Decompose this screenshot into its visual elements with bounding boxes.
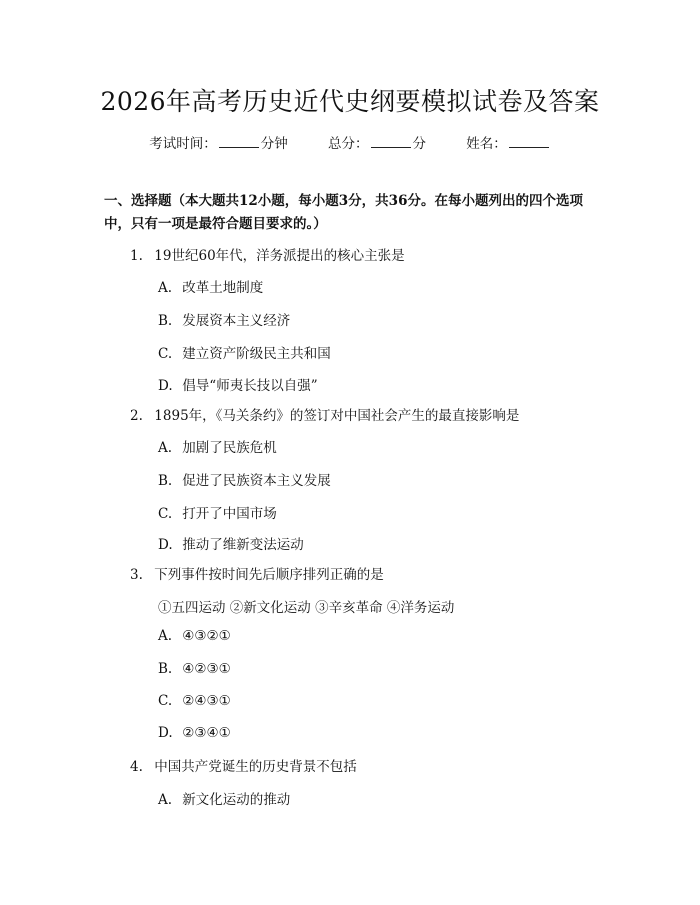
option-letter: C.: [158, 346, 173, 362]
option-letter: A.: [158, 628, 173, 644]
question-number: 3.: [130, 567, 143, 583]
option-letter: D.: [158, 537, 173, 553]
name-label: 姓名：: [466, 136, 507, 152]
question-number: 1.: [130, 248, 143, 264]
section-heading: 一、选择题（本大题共12小题，每小题3分，共36分。在每小题列出的四个选项中，只有一项是最符合题目要求的。）: [104, 193, 583, 232]
exam-title: 2026年高考历史近代史纲要模拟试卷及答案: [100, 87, 600, 116]
option-letter: D.: [158, 378, 173, 394]
option-1c: [158, 342, 331, 362]
option-text: 加剧了民族危机: [182, 440, 277, 456]
exam-meta: [0, 132, 700, 152]
option-3a: [158, 628, 231, 644]
option-text: 发展资本主义经济: [182, 313, 291, 329]
question-text: 下列事件按时间先后顺序排列正确的是: [154, 567, 384, 583]
option-letter: B.: [158, 313, 173, 329]
time-label: 考试时间：: [149, 136, 217, 152]
option-1b: [158, 309, 290, 329]
question-text: 1895年，《马关条约》的签订对中国社会产生的最直接影响是: [154, 408, 520, 424]
question-3: [130, 563, 384, 583]
question-text: 19世纪60年代，洋务派提出的核心主张是: [154, 248, 405, 264]
score-field: [328, 132, 426, 152]
question-number: 2.: [130, 408, 143, 424]
score-unit: 分: [412, 136, 426, 152]
question-4: [130, 755, 357, 775]
option-2c: [158, 502, 277, 522]
option-3b: [158, 661, 231, 677]
option-2b: [158, 469, 331, 489]
option-3c: [158, 693, 231, 709]
question-number: 4.: [130, 759, 143, 775]
question-text: 中国共产党诞生的历史背景不包括: [154, 759, 357, 775]
option-text: 促进了民族资本主义发展: [182, 473, 331, 489]
option-text: 改革土地制度: [182, 280, 264, 296]
option-letter: B.: [158, 661, 173, 677]
option-letter: A.: [158, 280, 173, 296]
question-2: [130, 404, 519, 424]
option-text: ②④③①: [182, 693, 231, 709]
option-letter: A.: [158, 440, 173, 456]
option-text: 推动了维新变法运动: [182, 537, 304, 553]
option-letter: C.: [158, 506, 173, 522]
time-blank: [219, 135, 259, 148]
option-text: ④②③①: [182, 661, 231, 677]
option-letter: D.: [158, 725, 173, 741]
option-3d: [158, 725, 231, 741]
option-text: 打开了中国市场: [182, 506, 277, 522]
option-letter: A.: [158, 792, 173, 808]
option-letter: B.: [158, 473, 173, 489]
option-text: 倡导“师夷长技以自强”: [182, 378, 318, 394]
name-blank: [509, 135, 549, 148]
name-field: [466, 132, 551, 152]
option-text: 新文化运动的推动: [182, 792, 291, 808]
question-1: [130, 244, 405, 264]
option-1d: [158, 374, 318, 394]
option-2d: [158, 533, 304, 553]
question-3-stem-items: ①五四运动 ②新文化运动 ③辛亥革命 ④洋务运动: [158, 600, 455, 616]
option-text: ④③②①: [182, 628, 231, 644]
option-text: 建立资产阶级民主共和国: [182, 346, 331, 362]
option-letter: C.: [158, 693, 173, 709]
time-field: [149, 132, 288, 152]
score-label: 总分：: [328, 136, 369, 152]
option-text: ②③④①: [182, 725, 231, 741]
time-unit: 分钟: [260, 136, 288, 152]
option-1a: [158, 276, 263, 296]
option-2a: [158, 436, 277, 456]
score-blank: [371, 135, 411, 148]
option-4a: [158, 788, 290, 808]
